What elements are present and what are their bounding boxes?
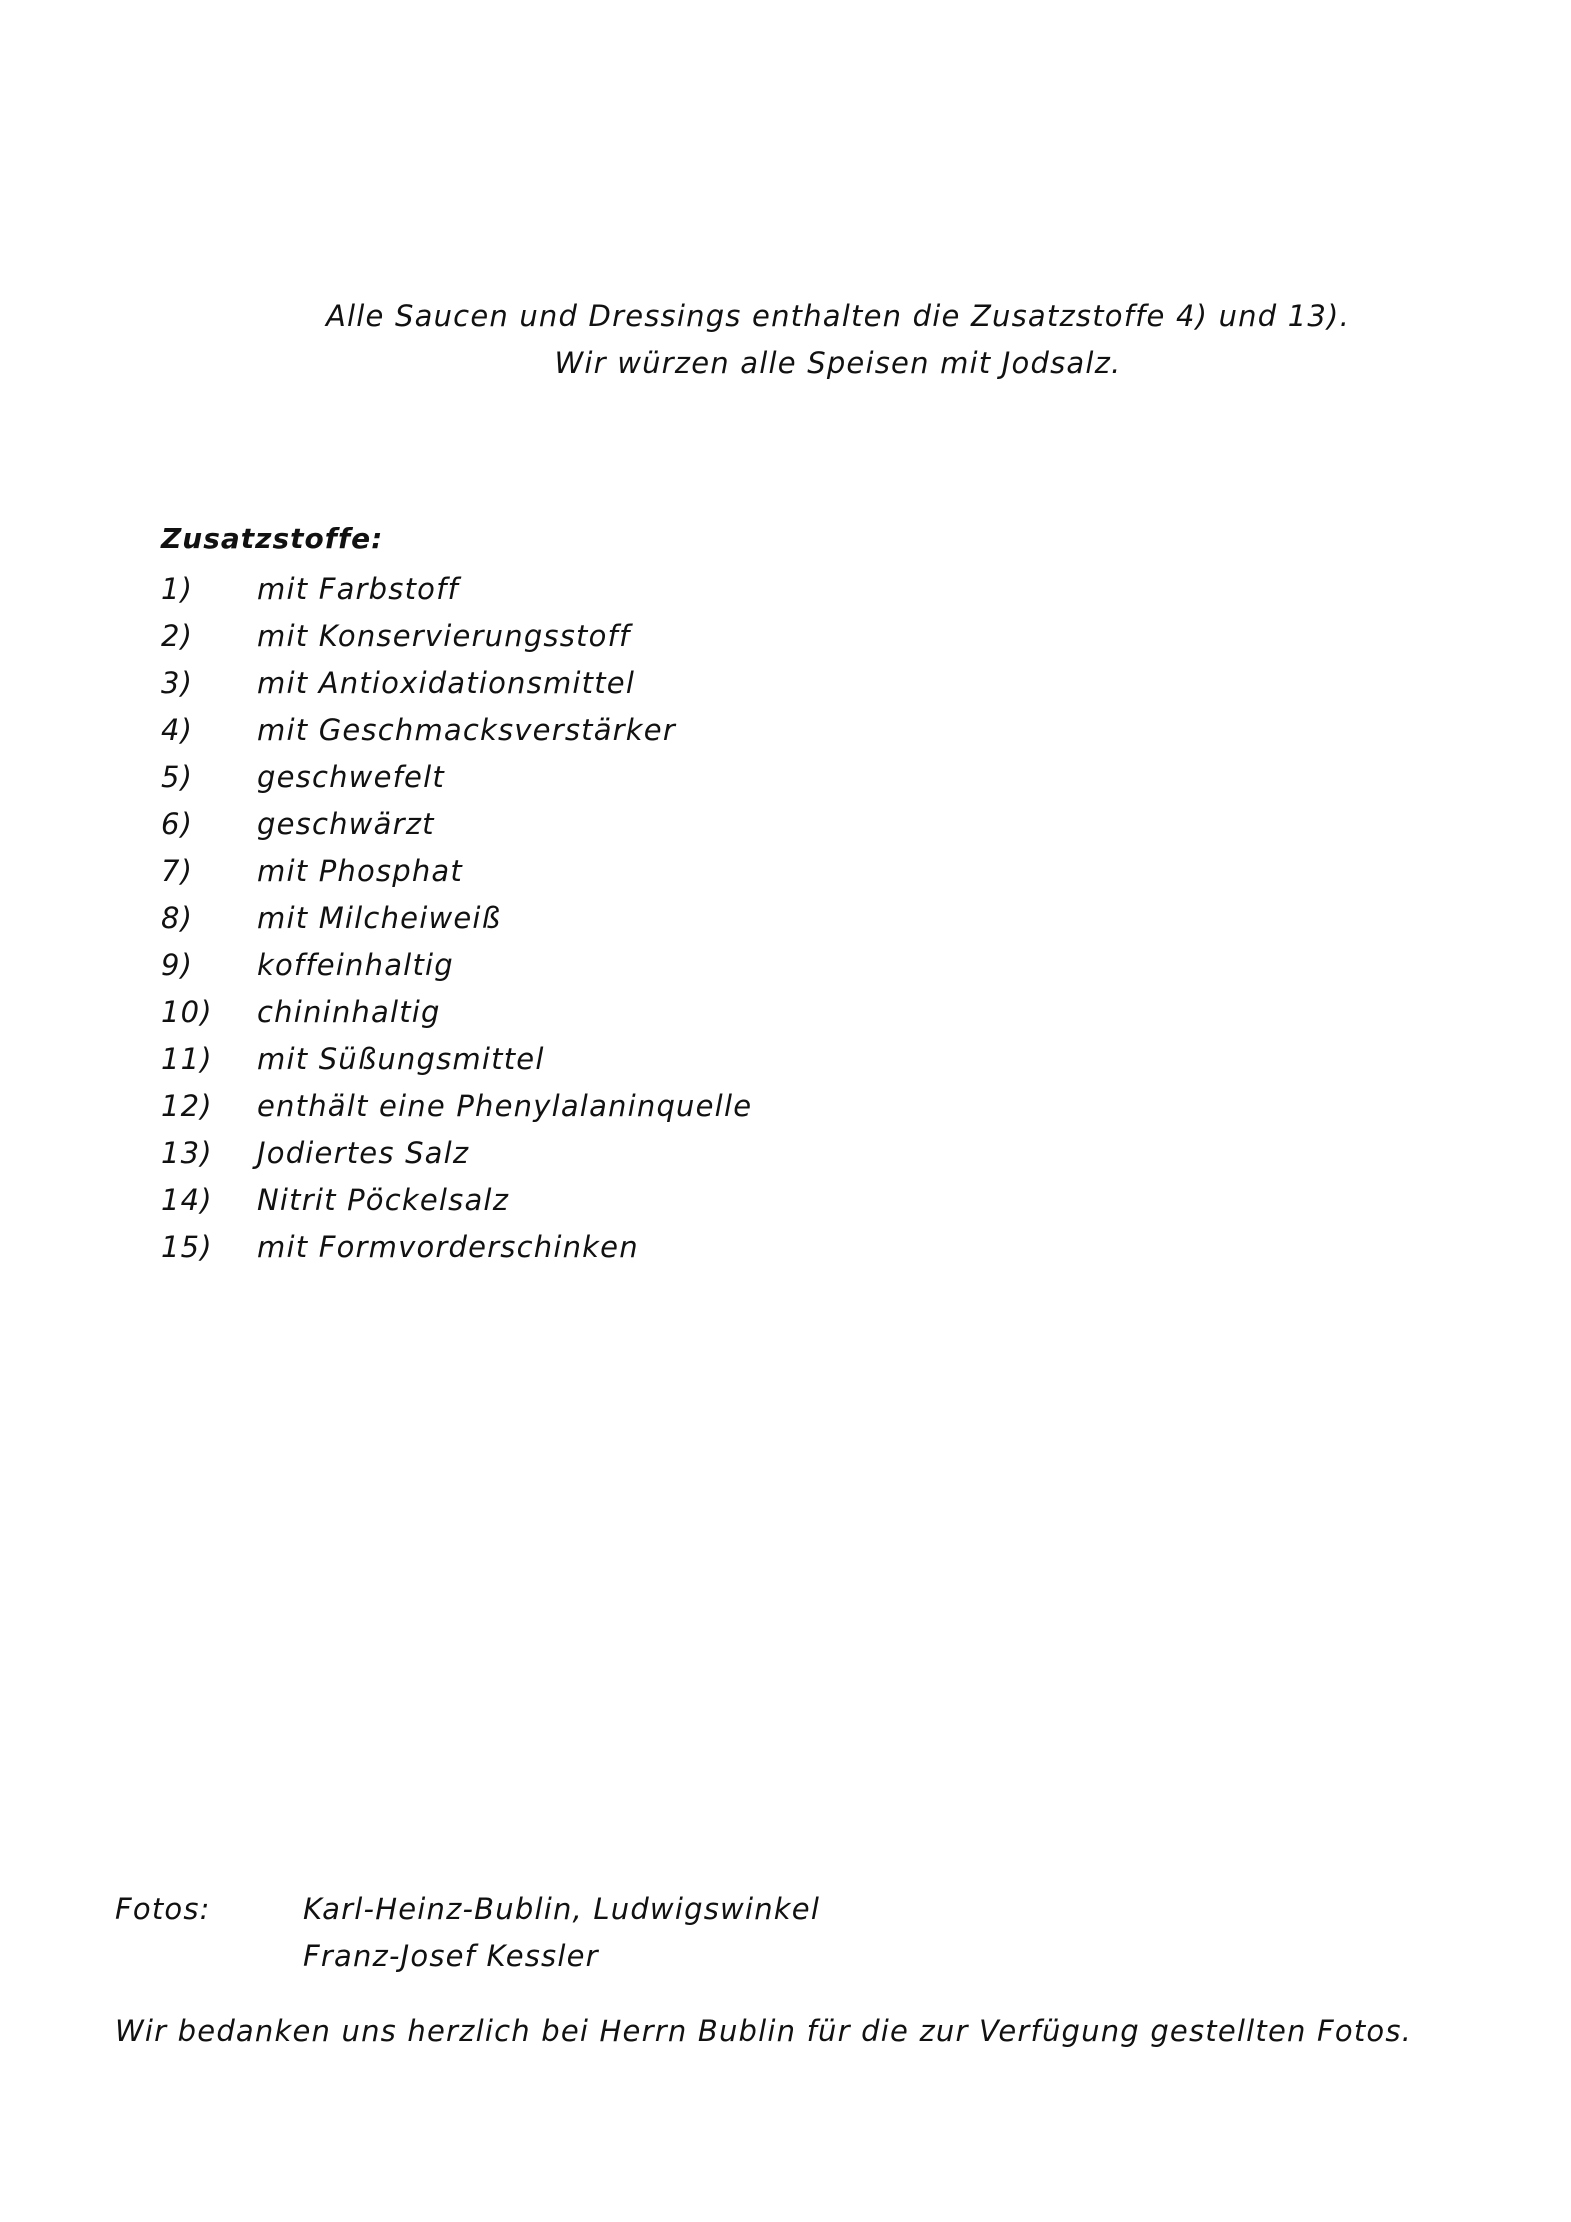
additives-title: Zusatzstoffe: — [161, 522, 384, 555]
list-item — [161, 1224, 752, 1271]
item-number: 5) — [161, 760, 194, 794]
item-number: 7) — [161, 854, 194, 888]
sauces-note: Alle Saucen und Dressings enthalten die Zusatzstoffe 4) und 13). — [326, 299, 1350, 333]
iodized-salt-note: Wir würzen alle Speisen mit Jodsalz. — [554, 346, 1122, 380]
item-label: enthält eine Phenylalaninquelle — [257, 1089, 753, 1123]
item-number: 14) — [161, 1183, 213, 1217]
item-number: 8) — [161, 901, 194, 935]
item-number: 3) — [161, 666, 194, 700]
item-number: 10) — [161, 995, 213, 1029]
item-number: 1) — [161, 572, 194, 606]
item-label: mit Phosphat — [257, 854, 463, 888]
list-item — [161, 613, 752, 660]
item-number: 9) — [161, 948, 194, 982]
list-item — [161, 1036, 752, 1083]
item-number: 2) — [161, 619, 194, 653]
list-item — [161, 942, 752, 989]
list-item — [161, 754, 752, 801]
item-label: chininhaltig — [257, 995, 441, 1029]
item-number: 4) — [161, 713, 194, 747]
item-label: mit Formvorderschinken — [257, 1230, 639, 1264]
item-number: 12) — [161, 1089, 213, 1123]
item-label: koffeinhaltig — [257, 948, 454, 982]
item-label: mit Geschmacksverstärker — [257, 713, 676, 747]
list-item — [161, 566, 752, 613]
list-item — [161, 848, 752, 895]
list-item — [161, 1083, 752, 1130]
item-label: geschwärzt — [257, 807, 435, 841]
thanks-note: Wir bedanken uns herzlich bei Herrn Bublin für die zur Verfügung gestellten Fotos. — [115, 2014, 1413, 2048]
item-label: mit Milcheiweiß — [257, 901, 502, 935]
item-label: Jodiertes Salz — [257, 1136, 470, 1170]
photographer-name: Karl-Heinz-Bublin, Ludwigswinkel — [303, 1892, 821, 1926]
item-label: geschwefelt — [257, 760, 445, 794]
item-label: Nitrit Pöckelsalz — [257, 1183, 510, 1217]
list-item — [161, 989, 752, 1036]
item-number: 13) — [161, 1136, 213, 1170]
item-label: mit Antioxidationsmittel — [257, 666, 636, 700]
photo-credits-label: Fotos: — [115, 1892, 211, 1926]
list-item — [161, 801, 752, 848]
list-item — [161, 895, 752, 942]
list-item — [161, 1130, 752, 1177]
photo-credits-names — [303, 1886, 820, 1980]
item-label: mit Konservierungsstoff — [257, 619, 631, 653]
list-item — [161, 707, 752, 754]
list-item — [161, 660, 752, 707]
item-label: mit Süßungsmittel — [257, 1042, 545, 1076]
photographer-name: Franz-Josef Kessler — [303, 1939, 599, 1973]
item-number: 15) — [161, 1230, 213, 1264]
item-label: mit Farbstoff — [257, 572, 459, 606]
additives-list — [161, 566, 752, 1271]
list-item — [161, 1177, 752, 1224]
item-number: 6) — [161, 807, 194, 841]
item-number: 11) — [161, 1042, 213, 1076]
